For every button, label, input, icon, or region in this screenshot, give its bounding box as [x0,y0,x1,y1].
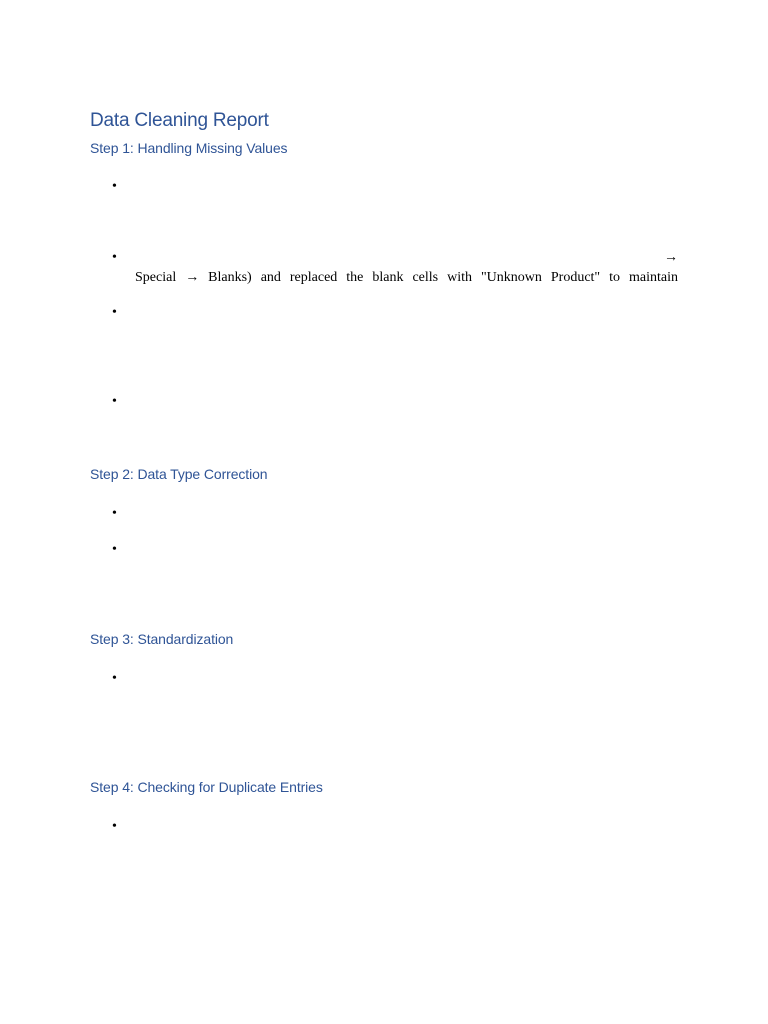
bullet-marker: • [112,394,117,409]
bullet-marker: • [112,542,117,557]
bullet-marker: • [112,305,117,320]
bullet-marker: • [112,179,117,194]
document-title: Data Cleaning Report [90,110,269,131]
bullet-marker: • [112,819,117,834]
section-heading-step-2: Step 2: Data Type Correction [90,466,268,482]
section-heading-step-4: Step 4: Checking for Duplicate Entries [90,779,323,795]
section-heading-step-1: Step 1: Handling Missing Values [90,140,288,156]
bullet-marker: • [112,506,117,521]
bullet-marker: • [112,671,117,686]
section-heading-step-3: Step 3: Standardization [90,631,234,647]
bullet-text-line: → [664,250,678,265]
bullet-marker: • [112,250,117,265]
bullet-text-step-1-item-2 [135,248,678,288]
bullet-text-line: Special → Blanks) and replaced the blank cells with "Unknown Product" to maintain [135,270,678,285]
